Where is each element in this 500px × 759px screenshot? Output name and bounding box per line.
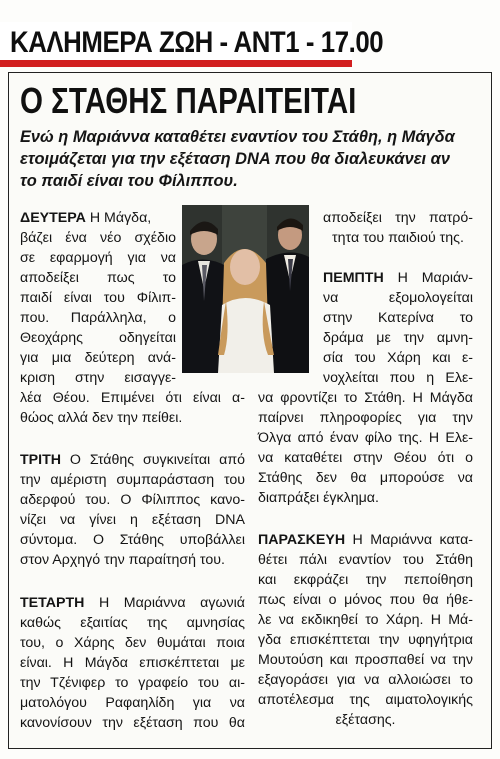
thursday-line: Στάθης δεν θα μπορούσε να bbox=[258, 470, 473, 486]
wednesday-continuation bbox=[323, 208, 473, 248]
tuesday-line: την αμέριστη συμπαράσταση του bbox=[20, 472, 245, 488]
monday-text: Η Μάγδα, bbox=[85, 210, 152, 226]
wednesday-line: του, ο Χάρης δεν θυμάται ποια bbox=[20, 635, 245, 651]
article-lead bbox=[20, 126, 490, 192]
thursday-line: δράμα με την αμνη- bbox=[323, 330, 473, 346]
thursday-line: στην Κατερίνα το bbox=[323, 310, 473, 326]
monday-line: κριση στην εισαγγε- bbox=[20, 370, 176, 386]
thursday-text: Η Μαριάν- bbox=[383, 270, 473, 286]
monday-line bbox=[20, 208, 176, 228]
wednesday-line: ματολόγου Ραφαηλίδη για να bbox=[20, 695, 245, 711]
thursday-section-wide bbox=[258, 388, 473, 508]
thursday-line: διαπράξει έγκλημα. bbox=[258, 490, 379, 506]
continuation-line: αποδείξει την πατρό- bbox=[323, 210, 473, 226]
day-label-tuesday: ΤΡΙΤΗ bbox=[20, 452, 61, 468]
monday-line: παιδί είναι του Φίλιπ- bbox=[20, 290, 176, 306]
tuesday-line bbox=[20, 450, 245, 470]
continuation-line: τητα του παιδιού της. bbox=[332, 230, 464, 246]
wednesday-line bbox=[20, 593, 245, 613]
wednesday-line: την Τζένιφερ το γραφείο του αι- bbox=[20, 675, 245, 691]
thursday-line bbox=[323, 268, 473, 288]
lead-line: ετοιμάζεται για την εξέταση DNA που θα διαλευκάνει αν bbox=[20, 150, 450, 168]
friday-section bbox=[258, 530, 473, 730]
friday-line: εξέτασης. bbox=[335, 712, 396, 728]
friday-line: γδα επισκέπτεται την υφηγήτρια bbox=[258, 632, 473, 648]
tuesday-line: νίζει να γίνει η εξέταση DNA bbox=[20, 512, 245, 528]
article-headline: Ο ΣΤΑΘΗΣ ΠΑΡΑΙΤΕΙΤΑΙ bbox=[20, 80, 357, 121]
tuesday-line: αδερφού του. Ο Φίλιππος κανο- bbox=[20, 492, 245, 508]
day-label-monday: ΔΕΥΤΕΡΑ bbox=[20, 210, 86, 226]
day-label-wednesday: ΤΕΤΑΡΤΗ bbox=[20, 595, 85, 611]
lead-line: το παιδί είναι του Φίλιππου. bbox=[20, 172, 238, 190]
monday-line: για μια δεύτερη ανά- bbox=[20, 350, 176, 366]
monday-section bbox=[20, 208, 176, 388]
cast-photo bbox=[182, 205, 309, 373]
tuesday-line: σύντομα. Ο Στάθης υποβάλλει bbox=[20, 532, 245, 548]
monday-line: που. Παράλληλα, ο bbox=[20, 310, 176, 326]
friday-line: και εκφράζει την πεποίθηση bbox=[258, 572, 473, 588]
tuesday-text: Ο Στάθης συγκινείται από bbox=[60, 452, 245, 468]
tuesday-section bbox=[20, 450, 245, 570]
thursday-line: παίρνει πληροφορίες για την bbox=[258, 410, 473, 426]
friday-line: λε να εκδικηθεί το Χάρη. Η Μά- bbox=[258, 612, 473, 628]
tuesday-line: στον Αρχηγό την παραίτησή του. bbox=[20, 552, 225, 568]
cast-photo-image bbox=[182, 205, 309, 373]
thursday-line: Όλγα από έναν φίλο της. Η Ελε- bbox=[258, 430, 473, 446]
monday-section-wide bbox=[20, 388, 245, 428]
thursday-line: να φροντίζει το Στάθη. Η Μάγδα bbox=[258, 390, 473, 406]
lead-line: Ενώ η Μαριάννα καταθέτει εναντίον του Στάθη, η Μάγδα bbox=[20, 128, 455, 146]
friday-text: Η Μαριάννα κατα- bbox=[345, 532, 473, 548]
friday-line: αποτέλεσμα της αιματολογικής bbox=[258, 692, 473, 708]
thursday-line: σία του Χάρη και ε- bbox=[323, 350, 473, 366]
thursday-line: να εξομολογείται bbox=[323, 290, 473, 306]
show-header-title: ΚΑΛΗΜΕΡΑ ΖΩΗ - ΑΝΤ1 - 17.00 bbox=[10, 26, 384, 59]
monday-line: θώος αλλά δεν την πείθει. bbox=[20, 410, 183, 426]
wednesday-line: κανονίσουν την εξέταση που θα bbox=[20, 715, 245, 731]
thursday-line: νοχλείται που η Ελε- bbox=[323, 370, 473, 386]
friday-line: θέτει πάλι εναντίον του Στάθη bbox=[258, 552, 473, 568]
header-red-rule bbox=[0, 60, 352, 67]
friday-line: πως είναι ο μόνος που θα ήθε- bbox=[258, 592, 473, 608]
wednesday-line: είναι. Η Μάγδα επισκέπτεται με bbox=[20, 655, 245, 671]
thursday-line: να καταθέτει στην Θέου ότι ο bbox=[258, 450, 473, 466]
monday-line: σε εφαρμογή για να bbox=[20, 250, 176, 266]
friday-line: Μουτούση και προσπαθεί να την bbox=[258, 652, 473, 668]
friday-line bbox=[258, 530, 473, 550]
wednesday-text: Η Μαριάννα αγωνιά bbox=[84, 595, 245, 611]
day-label-friday: ΠΑΡΑΣΚΕΥΗ bbox=[258, 532, 346, 548]
wednesday-section bbox=[20, 593, 245, 733]
monday-line: Θεοχάρης οδηγείται bbox=[20, 330, 176, 346]
monday-line: αποδείξει πως το bbox=[20, 270, 176, 286]
monday-line: λέα Θέου. Επιμένει ότι είναι α- bbox=[20, 390, 245, 406]
day-label-thursday: ΠΕΜΠΤΗ bbox=[323, 270, 384, 286]
wednesday-line: καθώς εξαιτίας της αμνησίας bbox=[20, 615, 245, 631]
friday-line: εξαγοράσει για να αλλοιώσει το bbox=[258, 672, 473, 688]
thursday-section bbox=[323, 268, 473, 388]
monday-line: βάζει ένα νέο σχέδιο bbox=[20, 230, 176, 246]
